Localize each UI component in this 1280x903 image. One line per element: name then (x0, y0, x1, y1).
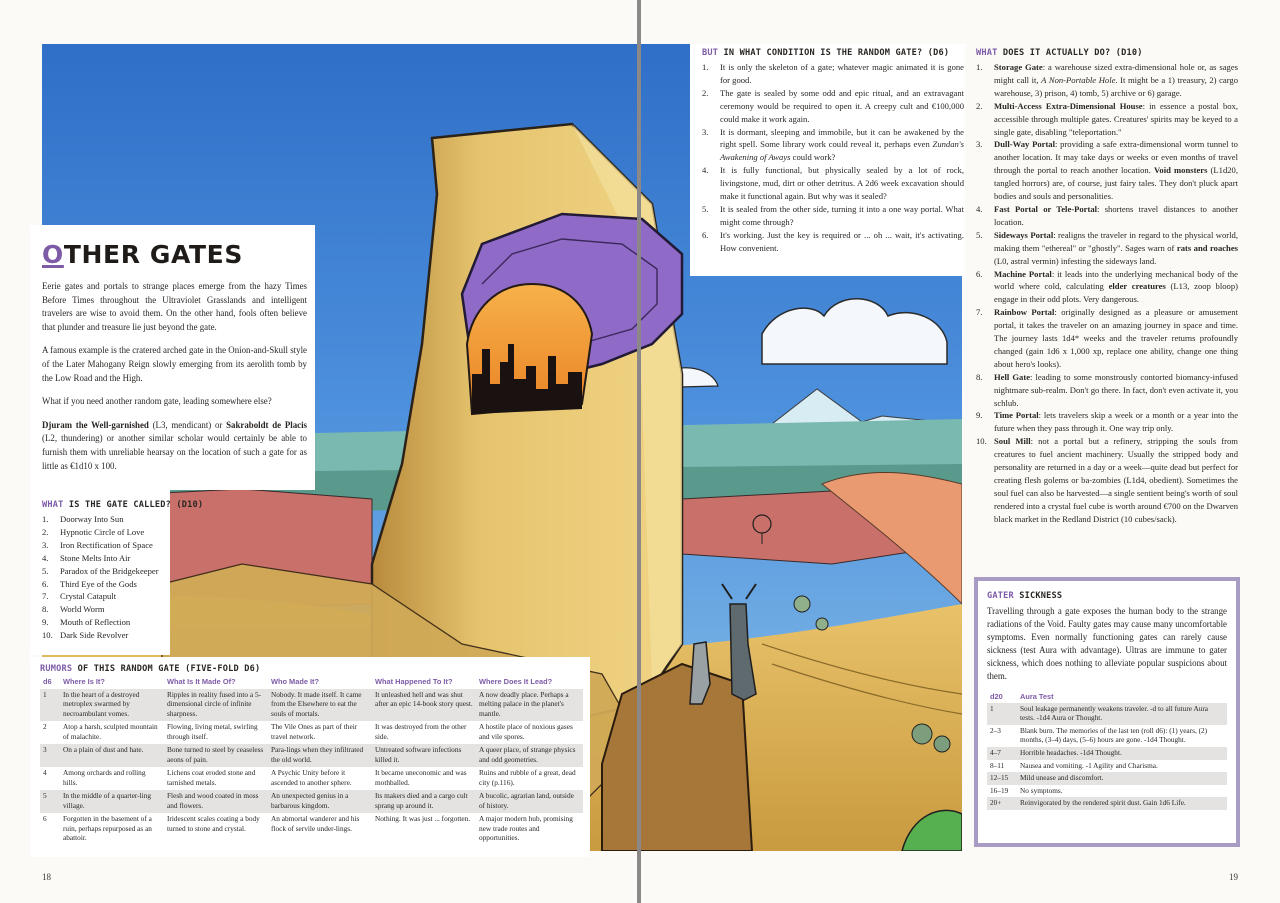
intro-paragraph-3: What if you need another random gate, leading somewhere else? (42, 396, 272, 407)
scholar-name-2: Sakraboldt de Placis (226, 419, 307, 430)
item-text: (L0, astral vermin) infesting the sideways land. (994, 255, 1157, 266)
item-text: World Worm (60, 604, 105, 615)
scholar-name-1: Djuram the Well-garnished (42, 419, 149, 430)
list-item (702, 87, 964, 126)
item-title: Fast Portal or Tele-Portal (994, 203, 1098, 214)
rumors-header-row (40, 676, 583, 689)
item-number: 4. (42, 552, 49, 563)
table-cell: 20+ (987, 797, 1017, 810)
table-cell: A major modern hub, promising new trade routes and opportunities. (479, 814, 573, 842)
item-text: Crystal Catapult (60, 591, 117, 602)
table-cell: In the heart of a destroyed metroplex swarmed by necroambulant vomes. (60, 689, 164, 722)
condition-heading (702, 48, 964, 58)
table-cell: Among orchards and rolling hills. (63, 768, 146, 787)
rumors-section (40, 664, 583, 846)
item-number: 3. (976, 139, 983, 150)
table-cell: Iridescent scales coating a body turned to stone and crystal. (167, 814, 260, 833)
table-cell: 12–15 (987, 772, 1017, 785)
item-text: : a warehouse sized extra-dimensional hole or, as sages might call it, (994, 62, 1239, 85)
item-text: . It might be a 1) treasury, 2) cargo warehouse, 3) prison, 4) tomb, 5) archive or 6) garage. (994, 74, 1239, 98)
column-header: d20 (990, 692, 1003, 701)
table-cell: The Vile Ones as part of their travel network. (271, 722, 358, 741)
sickness-body: Travelling through a gate exposes the human body to the strange radiations of the Void. Faulty gates may cause many uncomfortable symptoms. Even normally functioning gates can rarely cause sickness (test Aura with advantage). Ultras are immune to gater sickness, which does nothing to alleviate popular suspicions about them. (987, 606, 1227, 681)
table-cell: 2–3 (990, 725, 1001, 735)
table-row (987, 797, 1227, 810)
list-item (976, 409, 1238, 435)
item-bold: rats and roaches (1176, 242, 1238, 253)
item-text: : providing a safe extra-dimensional worm tunnel to another location. It may take days or weeks or even months of travel through the portal to reach another location. (994, 139, 1238, 176)
table-cell: An abmortal wanderer and his flock of servile under-lings. (271, 814, 360, 833)
list-item (976, 268, 1238, 307)
item-number: 10. (976, 436, 987, 447)
item-text: : originally designed as a pleasure or amusement portal, it takes the traveler on an amazing journey in space and time. The journey lasts 1d4* weeks and the traveler returns profoundly changed (gain 1d6 x 1,000 xp, replace one ability, change one thing about hero's looks). (994, 307, 1238, 369)
intro-paragraph-2: A famous example is the cratered arched gate in the Onion-and-Skull style of the Later Mahogany Reign slowly emerging from its aerolith tomb by the Low Road and the High. (42, 345, 307, 383)
item-spell-name: Zundan's Awakening of Aways (720, 139, 964, 163)
gate-names-heading-accent: WHAT (42, 500, 64, 510)
table-cell: Flowing, living metal, swirling through itself. (167, 722, 258, 741)
item-text: It's working. Just the key is required or ... oh ... wait, it's activating. How convenient. (720, 229, 964, 253)
table-cell: Nobody. It made itself. It came from the Elsewhere to eat the souls of mortals. (268, 689, 372, 722)
item-number: 1. (702, 62, 709, 72)
item-number: 5. (42, 565, 49, 576)
item-number: 2. (42, 526, 49, 537)
table-row (987, 772, 1227, 785)
item-text: : shortens travel distances to another location. (994, 203, 1238, 227)
item-number: 8. (42, 604, 49, 615)
title-rest: THER GATES (63, 240, 243, 269)
item-number: 9. (976, 410, 983, 421)
item-number: 4. (976, 203, 983, 214)
column-header: Where Does It Lead? (479, 677, 553, 686)
item-text: : realigns the traveler in regard to the physical world, making them "ethereal" or "ghostly". Sages warn of (994, 229, 1238, 253)
table-cell: Bone turned to steel by ceaseless aeons of pain. (164, 744, 268, 767)
table-cell: Reinvigorated by the rendered spirit dust. Gain 1d6 Life. (1017, 797, 1227, 810)
item-text: Stone Melts Into Air (60, 552, 131, 563)
title-initial: O (42, 240, 64, 269)
condition-heading-rest: IN WHAT CONDITION IS THE RANDOM GATE? (D6) (718, 48, 950, 58)
table-cell: 5 (40, 790, 60, 813)
rumors-table (40, 676, 583, 846)
item-title: Dull-Way Portal (994, 139, 1055, 150)
item-number: 6. (42, 578, 49, 589)
sickness-heading (987, 591, 1227, 601)
table-cell: A hostile place of noxious gases and vile spores. (479, 722, 573, 741)
item-title: Rainbow Portal (994, 307, 1055, 318)
column-header: What Is It Made Of? (167, 677, 236, 686)
rumors-heading (40, 664, 583, 674)
item-text: It is sealed from the other side, turning it into a one way portal. What might come through? (720, 203, 964, 227)
table-cell: 4–7 (987, 747, 1017, 760)
list-item (702, 164, 964, 203)
item-title: Multi-Access Extra-Dimensional House (994, 100, 1143, 111)
item-emphasis: A Non-Portable Hole (1041, 74, 1116, 85)
gate-names-list (42, 513, 242, 642)
item-bold: Void monsters (1154, 165, 1208, 176)
table-row (40, 689, 583, 722)
item-title: Time Portal (994, 410, 1039, 421)
item-title: Soul Mill (994, 436, 1031, 447)
item-text: (L1d20, tangled horrors) are, of course, just fairy tales. They don't pluck apart bodies and souls and personalities. (994, 165, 1238, 202)
list-item (42, 513, 242, 526)
table-cell: Atop a harsh, sculpted mountain of malachite. (63, 722, 158, 741)
item-number: 5. (976, 229, 983, 240)
table-cell: Ruins and rubble of a great, dead city (p.116). (479, 768, 576, 787)
rumors-heading-accent: RUMORS (40, 664, 73, 674)
item-text: Mouth of Reflection (60, 617, 131, 628)
table-row (40, 790, 583, 813)
item-number: 9. (42, 617, 49, 628)
item-title: Hell Gate (994, 371, 1031, 382)
item-text: Paradox of the Bridgekeeper (60, 565, 159, 576)
intro-paragraph-1: Eerie gates and portals to strange places emerge from the hazy Times Before Times throughout the Ultraviolet Grasslands and intelligent travelers are wise to avoid them. On the other hand, fools often believe that plunder and treasure lie just beyond the gate. (42, 281, 307, 332)
item-text: (L13, zoop bloop) engage in their odd plots. Very dangerous. (994, 281, 1238, 305)
list-item (976, 371, 1238, 410)
list-item (702, 61, 964, 87)
item-text: The gate is sealed by some odd and epic ritual, and an extravagant ceremony would be required to open it. A creepy cult and €100,000 could make it work again. (720, 87, 964, 124)
table-cell: 6 (43, 814, 47, 823)
function-section (976, 48, 1238, 526)
condition-section (702, 48, 964, 255)
table-cell: Lichens coat eroded stone and tarnished metals. (167, 768, 256, 787)
item-number: 2. (976, 100, 983, 111)
table-cell: Its makers died and a cargo cult sprang up around it. (372, 790, 476, 813)
list-item (42, 578, 242, 591)
item-number: 4. (702, 165, 709, 176)
list-item (42, 539, 242, 552)
column-header: Aura Test (1020, 692, 1054, 701)
table-cell: Nausea and vomiting. -1 Agility and Charisma. (1020, 760, 1158, 770)
item-number: 2. (702, 87, 709, 98)
table-cell: It unleashed hell and was shut after an epic 14-book story quest. (372, 689, 476, 722)
item-number: 6. (976, 268, 983, 279)
scholar-stat-2: (L2, thundering) or another similar scholar would certainly be able to furnish them with unreliable hearsay on the location of such a gate for as little as €1d10 x 100. (42, 433, 307, 471)
table-cell: Forgotten in the basement of a ruin, perhaps repurposed as an abattoir. (63, 814, 152, 842)
list-item (42, 552, 242, 565)
table-cell: A bucolic, agrarian land, outside of history. (476, 790, 583, 813)
list-item (976, 306, 1238, 371)
table-row (987, 760, 1227, 773)
table-cell: Soul leakage permanently weakens traveler. -d to all future Aura tests. -1d4 Aura or Thought. (1017, 703, 1227, 725)
column-header: Who Made It? (271, 677, 320, 686)
list-item (42, 565, 242, 578)
item-text: Doorway Into Sun (60, 514, 124, 524)
function-heading-accent: WHAT (976, 48, 998, 58)
list-item (42, 526, 242, 539)
scholar-stat-1: (L3, mendicant) or (148, 419, 227, 430)
table-cell: Mild unease and discomfort. (1017, 772, 1227, 785)
item-number: 3. (42, 539, 49, 550)
table-cell: Untreated software infections killed it. (372, 744, 476, 767)
table-row (40, 721, 583, 744)
item-title: Sideways Portal (994, 229, 1054, 240)
list-item (976, 435, 1238, 525)
table-row (40, 813, 583, 846)
item-text: : leading to some monstrously contorted biomancy-infused nightmare sub-realm. Don't go there. In fact, don't even activate it, you schlub. (994, 371, 1238, 408)
table-cell: It was destroyed from the other side. (375, 722, 467, 741)
table-cell: 4 (43, 768, 47, 777)
item-bold: elder creatures (1108, 281, 1166, 292)
table-row (987, 725, 1227, 747)
rumors-heading-rest: OF THIS RANDOM GATE (FIVE-FOLD D6) (72, 664, 261, 674)
table-cell: 8–11 (990, 760, 1005, 770)
item-number: 5. (702, 203, 709, 214)
item-title: Machine Portal (994, 268, 1052, 279)
item-number: 1. (42, 514, 49, 524)
book-gutter (637, 0, 641, 903)
list-item (976, 100, 1238, 139)
item-text: : it leads into the underlying mechanical body of the world where cold, calculating (994, 268, 1238, 292)
item-number: 7. (976, 307, 983, 318)
table-cell: 1 (987, 703, 1017, 725)
column-header: d6 (43, 677, 52, 686)
table-cell: 2 (43, 722, 47, 731)
item-text: It is dormant, sleeping and immobile, but it can be awakened by the right spell. Some library work could reveal it, perhaps even (720, 126, 964, 150)
list-item (976, 203, 1238, 229)
item-text: Hypnotic Circle of Love (60, 526, 145, 537)
item-number: 3. (702, 126, 709, 137)
item-text: could work? (790, 152, 836, 163)
item-text: Dark Side Revolver (60, 630, 129, 641)
left-page-number: 18 (42, 872, 51, 882)
list-item (42, 603, 242, 616)
item-text: Iron Rectification of Space (60, 539, 153, 550)
table-cell: A now deadly place. Perhaps a melting palace in the planet's mantle. (476, 689, 583, 722)
item-number: 7. (42, 591, 49, 602)
function-heading (976, 48, 1238, 58)
item-text: It is fully functional, but physically sealed by a lot of rock, livingstone, mud, dirt or other detritus. A 2d6 week excavation should make it functional again. But why was it sealed? (720, 165, 964, 202)
table-cell: 3 (40, 744, 60, 767)
scholar-paragraph (42, 419, 307, 473)
table-cell: A queer place, of strange physics and odd geometries. (476, 744, 583, 767)
table-row (40, 767, 583, 790)
list-item (976, 61, 1238, 100)
table-row (40, 744, 583, 767)
item-text: : in essence a postal box, accessible through multiple gates. Creatures' spirits may be keyed to a single gate, disabling "teleportation." (994, 100, 1238, 137)
item-text: Third Eye of the Gods (60, 578, 137, 589)
list-item (702, 203, 964, 229)
gate-names-section (42, 500, 242, 642)
table-cell: Nothing. It was just ... forgotten. (375, 814, 471, 823)
intro-text (42, 280, 307, 483)
column-header: Where Is It? (63, 677, 105, 686)
list-item (42, 616, 242, 629)
sickness-heading-accent: GATER (987, 591, 1014, 601)
right-page-number: 19 (1229, 872, 1238, 882)
gater-sickness-box (974, 577, 1240, 847)
table-cell: No symptoms. (1020, 785, 1063, 795)
page-title (42, 240, 243, 269)
column-header: What Happened To It? (375, 677, 453, 686)
list-item (702, 229, 964, 255)
sickness-heading-rest: SICKNESS (1013, 591, 1063, 601)
table-cell: It became uneconomic and was mothballed. (375, 768, 467, 787)
function-list (976, 61, 1238, 526)
table-cell: On a plain of dust and hate. (60, 744, 164, 767)
table-cell: In the middle of a quarter-ling village. (60, 790, 164, 813)
list-item (42, 629, 242, 642)
item-text: : not a portal but a refinery, stripping the souls from creatures to fuel ancient machinery. Usually the stripped body and personality are returned in a day or a week—quite dead but perfect for creating flesh golems or ba-zombies (L1d4, obedient). Sometimes the soul fuel can also be harvested—a single sentient being's worth of soul rendered into a crystal fuel cube is worth around €700 on the Dwarven black market in the Redland District (10 cubes/sack). (994, 436, 1238, 524)
item-title: Storage Gate (994, 62, 1043, 72)
item-text: : lets travelers skip a week or a month or a year into the future when they pass through it. One way trip only. (994, 410, 1239, 434)
item-text: It is only the skeleton of a gate; whatever magic animated it is gone for good. (720, 62, 964, 85)
table-cell: 16–19 (990, 785, 1009, 795)
aura-test-table (987, 691, 1227, 810)
table-cell: An unexpected genius in a barbarous kingdom. (268, 790, 372, 813)
condition-list (702, 61, 964, 255)
item-number: 8. (976, 371, 983, 382)
aura-header-row (987, 691, 1227, 703)
function-heading-rest: DOES IT ACTUALLY DO? (D10) (997, 48, 1143, 58)
table-cell: Flesh and wood coated in moss and flowers. (164, 790, 268, 813)
condition-heading-accent: BUT (702, 48, 719, 58)
table-row (987, 785, 1227, 798)
list-item (976, 138, 1238, 203)
table-row (987, 703, 1227, 725)
item-number: 10. (42, 630, 53, 641)
list-item (702, 126, 964, 165)
table-cell: A Psychic Unity before it ascended to another sphere. (271, 768, 352, 787)
table-cell: Para-lings when they infiltrated the old world. (268, 744, 372, 767)
item-number: 6. (702, 229, 709, 240)
table-cell: Blank burn. The memories of the last ten (roll d6): (1) years, (2) months, (3–4) days, (5–6) hours are gone. -1d4 Thought. (1020, 725, 1208, 745)
table-cell: Horrible headaches. -1d4 Thought. (1017, 747, 1227, 760)
table-cell: 1 (40, 689, 60, 722)
gate-names-heading-rest: IS THE GATE CALLED? (D10) (63, 500, 204, 510)
gate-names-heading (42, 500, 242, 510)
table-row (987, 747, 1227, 760)
list-item (42, 590, 242, 603)
table-cell: Ripples in reality fused into a 5-dimensional circle of infinite sharpness. (164, 689, 268, 722)
list-item (976, 229, 1238, 268)
item-number: 1. (976, 62, 983, 72)
